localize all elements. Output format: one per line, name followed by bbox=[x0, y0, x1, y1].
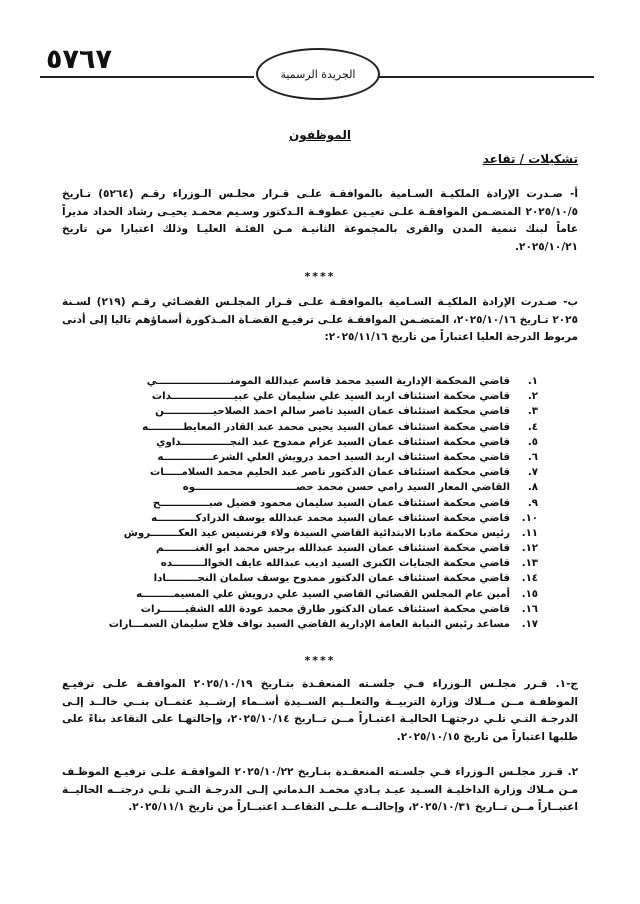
list-item bbox=[108, 587, 538, 602]
subsection-title: تشكيلات / تقاعد bbox=[482, 152, 578, 166]
list-item-number: ١٢. bbox=[521, 543, 538, 555]
paragraph-c2-text: قـرر مجلـس الـوزراء فـي جلسـته المنعقـدة بتـاريخ ٢٠٢٥/١٠/٢٢ الموافقـة علـى ترفيـع الموظـف مـن مـلاك وزارة الداخليـة السـيد عيـد بـادي محمـد الـدماني إلـى الدرجـة التـي تلـي درجتــه الحاليــة اعتبــاراً مــن تــاريخ ٢٠٢٥/١٠/٣١، وإحالتــه علــى التقاعــد اعتبــاراً من تاريخ ٢٠٢٥/١١/١. bbox=[62, 766, 578, 813]
paragraph-a-text: صـدرت الإرادة الملكيـة السـامية بالموافقـة علـى قـرار مجلـس الـوزراء رقـم (٥٢٦٤) تـاريخ ٢٠٢٥/١٠/٥ المتضـمن الموافقـة علـى تعيـين عطوفـة الـدكتور وسـيم محمـد يحيـى رشاد الحداد مديراً عاماً لبنك تنمية المدن والقرى بالمجموعة الثانيـة مـن الفئـة العليـا وذلك اعتبارا من تاريخ ٢٠٢٥/١٠/٢١. bbox=[62, 188, 578, 253]
list-item bbox=[108, 389, 538, 404]
paragraph-b-text: صـدرت الإرادة الملكيـة السـامية بالموافقـة علـى قـرار المجلـس القضـائي رقـم (٢١٩) لسـنة ٢٠٢٥ تـاريخ ٢٠٢٥/١٠/١٦، المتضـمن الموافقـة علـى ترفيـع القضـاة المـذكورة أسماؤهم تاليا إلى أدنى مربوط الدرجة العليا اعتباراً من تاريخ ٢٠٢٥/١١/١٦: bbox=[62, 296, 578, 343]
list-item bbox=[108, 602, 538, 617]
list-item-number: ١٠. bbox=[521, 512, 538, 524]
list-item bbox=[108, 496, 538, 511]
list-item-text: قاضي محكمة استئناف عمان السيد محمد عبدالله يوسف الدرادكـــــــــــه bbox=[151, 512, 510, 524]
paragraph-c1 bbox=[62, 676, 578, 746]
list-item bbox=[108, 526, 538, 541]
list-item-number: ٨. bbox=[527, 482, 538, 494]
list-item-text: القاضي المعار السيد رامي حسن محمد حصـــــــــــــــــــــــــــــوه bbox=[182, 482, 510, 494]
paragraph-c2-letter: ٢. bbox=[567, 766, 578, 778]
list-item bbox=[108, 617, 538, 632]
list-item bbox=[108, 404, 538, 419]
paragraph-c2 bbox=[62, 764, 578, 817]
list-item-text: أمين عام المجلس القضائي القاضي السيد علي درويش علي المسيمـــــــــه bbox=[136, 588, 510, 600]
header-rule-right bbox=[378, 76, 594, 78]
list-item-number: ٢. bbox=[527, 391, 538, 403]
list-item bbox=[108, 571, 538, 586]
list-item-text: قاضي محكمة استئناف عمان الدكتور ناصر عبد الحليم محمد السلامـــــات bbox=[149, 467, 510, 479]
list-item-number: ٤. bbox=[527, 421, 538, 433]
list-item bbox=[108, 511, 538, 526]
list-item bbox=[108, 420, 538, 435]
list-item-number: ٣. bbox=[527, 406, 538, 418]
list-item-number: ١١. bbox=[521, 527, 538, 539]
list-item-text: قاضي محكمة استئناف عمان السيد سليمان محمود فضيل صبــــــــــــــح bbox=[152, 497, 510, 509]
list-item-number: ٥. bbox=[527, 436, 538, 448]
list-item-number: ١. bbox=[527, 376, 538, 387]
list-item bbox=[108, 541, 538, 556]
list-item-text: قاضي محكمة استئناف عمان السيد عزام ممدوح عبد النجــــــــــــــداوي bbox=[156, 436, 510, 448]
section-title: الموظفون bbox=[289, 128, 351, 142]
list-item-text: قاضي محكمة الجنايات الكبرى السيد اديب عبدالله عايف الخوالـــــــــده bbox=[160, 558, 510, 570]
list-item-number: ١٣. bbox=[521, 558, 538, 570]
list-item bbox=[108, 374, 538, 389]
list-item bbox=[108, 465, 538, 480]
gazette-title-oval bbox=[256, 48, 380, 100]
list-item-number: ١٦. bbox=[521, 603, 538, 615]
list-item-number: ١٤. bbox=[521, 573, 538, 585]
list-item-text: قاضي محكمة استئناف عمان السيد عبدالله برجس محمد ابو الغنـــــــــم bbox=[155, 543, 510, 555]
page-number: ٥٧٦٧ bbox=[46, 44, 112, 75]
header-rule-left bbox=[40, 76, 254, 78]
paragraph-a-letter: أ- bbox=[570, 188, 579, 200]
list-item-number: ١٧. bbox=[521, 619, 538, 630]
list-item-text: قاضي محكمة استئناف عمان السيد ناصر سالم احمد الصلاحيــــــــــــــن bbox=[155, 406, 510, 418]
list-item-number: ١٥. bbox=[521, 588, 538, 600]
list-item-number: ٦. bbox=[527, 451, 538, 463]
list-item-text: قاضي محكمة استئناف عمان السيد يحيى محمد عبد القادر المعايطــــــــــه bbox=[142, 421, 510, 433]
paragraph-c1-letter: ج-١. bbox=[555, 678, 579, 690]
list-item-text: رئيس محكمة مادبا الابتدائية القاضي السيدة ولاء فرنسيس عيد العكــــــــروش bbox=[123, 527, 510, 539]
judges-list bbox=[108, 374, 538, 632]
list-item-text: قاضي محكمة استئناف عمان الدكتور طارق محمد عودة الله الشقيـــــــرات bbox=[140, 603, 510, 615]
list-item-number: ٩. bbox=[527, 497, 538, 509]
list-item-text: قاضي محكمة استئناف اربد السيد احمد درويش العلي الشرعــــــــــــــه bbox=[157, 451, 510, 463]
paragraph-c1-text: قـرر مجلـس الـوزراء فـي جلسـته المنعقـدة بتـاريخ ٢٠٢٥/١٠/١٩ الموافقـة علـى ترفيـع الموظفـة مــن مــلاك وزارة التربيــة والتعلــيم الســيدة أســماء إرشــيد عثمــان بنــي خالــد إلـى الدرجـة التـي تلـي درجتهـا الحاليـة اعتبـاراً مــن تــاريخ ٢٠٢٥/١٠/١٤، وإحالتهـا على التقاعد بناءً على طلبها اعتباراً من تاريخ ٢٠٢٥/١٠/١٥. bbox=[62, 678, 578, 743]
separator-stars-2: **** bbox=[304, 654, 336, 667]
list-item-text: قاضي محكمة استئناف عمان الدكتور ممدوح يوسف سلمان النجـــــــــادا bbox=[153, 573, 510, 585]
list-item bbox=[108, 450, 538, 465]
separator-stars-1: **** bbox=[304, 270, 336, 283]
list-item bbox=[108, 556, 538, 571]
list-item bbox=[108, 435, 538, 450]
list-item bbox=[108, 480, 538, 495]
gazette-title: الجريدة الرسمية bbox=[280, 67, 356, 81]
paragraph-a bbox=[62, 186, 578, 256]
list-item-text: قاضي محكمة استئناف اربد السيد علي سليمان علي عبيــــــــــــــــــدات bbox=[151, 391, 510, 403]
paragraph-b-letter: ب- bbox=[563, 296, 579, 308]
list-item-number: ٧. bbox=[527, 467, 538, 479]
paragraph-b bbox=[62, 294, 578, 347]
list-item-text: قاضي المحكمة الإدارية السيد محمد قاسم عبدالله المومنـــــــــــــــــــــي bbox=[146, 376, 510, 387]
list-item-text: مساعد رئيس النيابة العامة الإدارية القاضي السيد نواف فلاح سليمان السمـــارات bbox=[108, 619, 510, 630]
